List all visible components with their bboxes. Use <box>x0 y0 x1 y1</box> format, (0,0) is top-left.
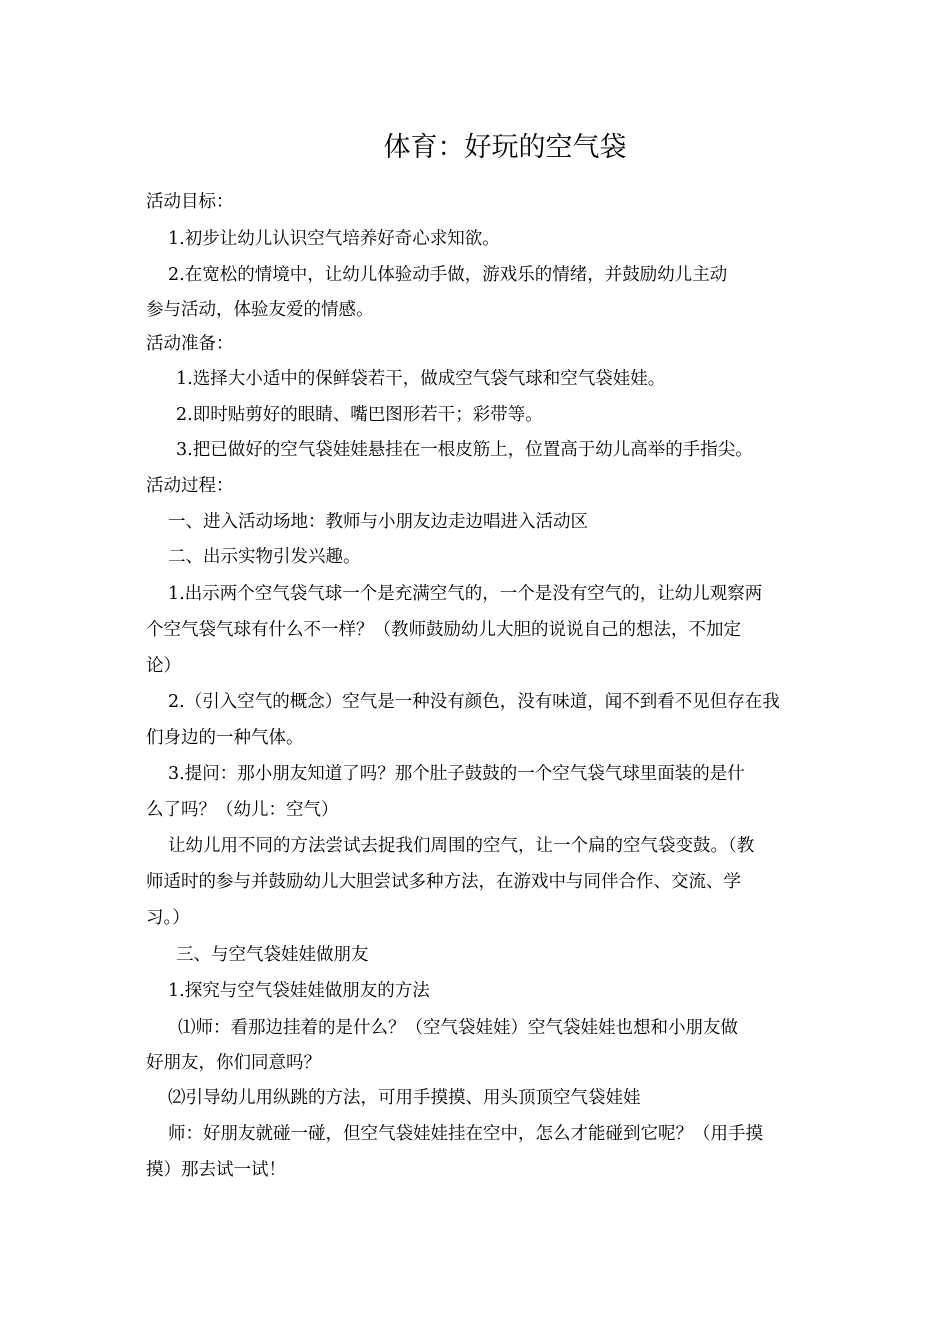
step-3-para-line-1: 师：好朋友就碰一碰，但空气袋娃娃挂在空中，怎么才能碰到它呢？（用手摸 <box>168 1124 763 1144</box>
goal-2-line-1: 2.在宽松的情境中，让幼儿体验动手做，游戏乐的情绪，并鼓励幼儿主动 <box>168 265 728 285</box>
step-2-item-2-line-2: 们身边的一种气体。 <box>146 728 304 748</box>
step-2-para-line-3: 习。） <box>146 908 190 928</box>
process-heading: 活动过程： <box>146 476 234 496</box>
step-3-item-1: 1.探究与空气袋娃娃做朋友的方法 <box>168 981 430 1001</box>
step-2-item-1-line-3: 论） <box>146 656 181 676</box>
prep-heading: 活动准备： <box>146 334 234 354</box>
step-3: 三、与空气袋娃娃做朋友 <box>176 945 369 965</box>
step-1: 一、进入活动场地：教师与小朋友边走边唱进入活动区 <box>168 512 588 532</box>
step-2-item-3-line-2: 么了吗？（幼儿：空气） <box>146 800 339 820</box>
step-3-sub-1-line-2: 好朋友，你们同意吗？ <box>146 1053 321 1073</box>
step-2-item-2-line-1: 2.（引入空气的概念）空气是一种没有颜色，没有味道，闻不到看不见但存在我 <box>168 692 780 712</box>
step-3-sub-1-line-1: ⑴师：看那边挂着的是什么？（空气袋娃娃）空气袋娃娃也想和小朋友做 <box>178 1018 738 1038</box>
goals-heading: 活动目标： <box>146 192 234 212</box>
step-2: 二、出示实物引发兴趣。 <box>168 547 361 567</box>
goal-1: 1.初步让幼儿认识空气培养好奇心求知欲。 <box>168 229 500 249</box>
step-2-item-1-line-2: 个空气袋气球有什么不一样？（教师鼓励幼儿大胆的说说自己的想法，不加定 <box>146 620 741 640</box>
step-3-sub-2: ⑵引导幼儿用纵跳的方法，可用手摸摸、用头顶顶空气袋娃娃 <box>168 1088 641 1108</box>
prep-1: 1.选择大小适中的保鲜袋若干，做成空气袋气球和空气袋娃娃。 <box>176 369 666 389</box>
step-2-para-line-1: 让幼儿用不同的方法尝试去捉我们周围的空气，让一个扁的空气袋变鼓。（教 <box>168 836 755 856</box>
prep-3: 3.把已做好的空气袋娃娃悬挂在一根皮筋上，位置高于幼儿高举的手指尖。 <box>176 440 753 460</box>
step-2-item-1-line-1: 1.出示两个空气袋气球一个是充满空气的，一个是没有空气的，让幼儿观察两 <box>168 584 763 604</box>
step-2-item-3-line-1: 3.提问：那小朋友知道了吗？那个肚子鼓鼓的一个空气袋气球里面装的是什 <box>168 764 745 784</box>
step-2-para-line-2: 师适时的参与并鼓励幼儿大胆尝试多种方法，在游戏中与同伴合作、交流、学 <box>146 872 741 892</box>
prep-2: 2.即时贴剪好的眼睛、嘴巴图形若干；彩带等。 <box>176 405 543 425</box>
goal-2-line-2: 参与活动，体验友爱的情感。 <box>146 300 374 320</box>
step-3-para-line-2: 摸）那去试一试！ <box>146 1160 286 1180</box>
document-title: 体育：好玩的空气袋 <box>383 132 627 163</box>
